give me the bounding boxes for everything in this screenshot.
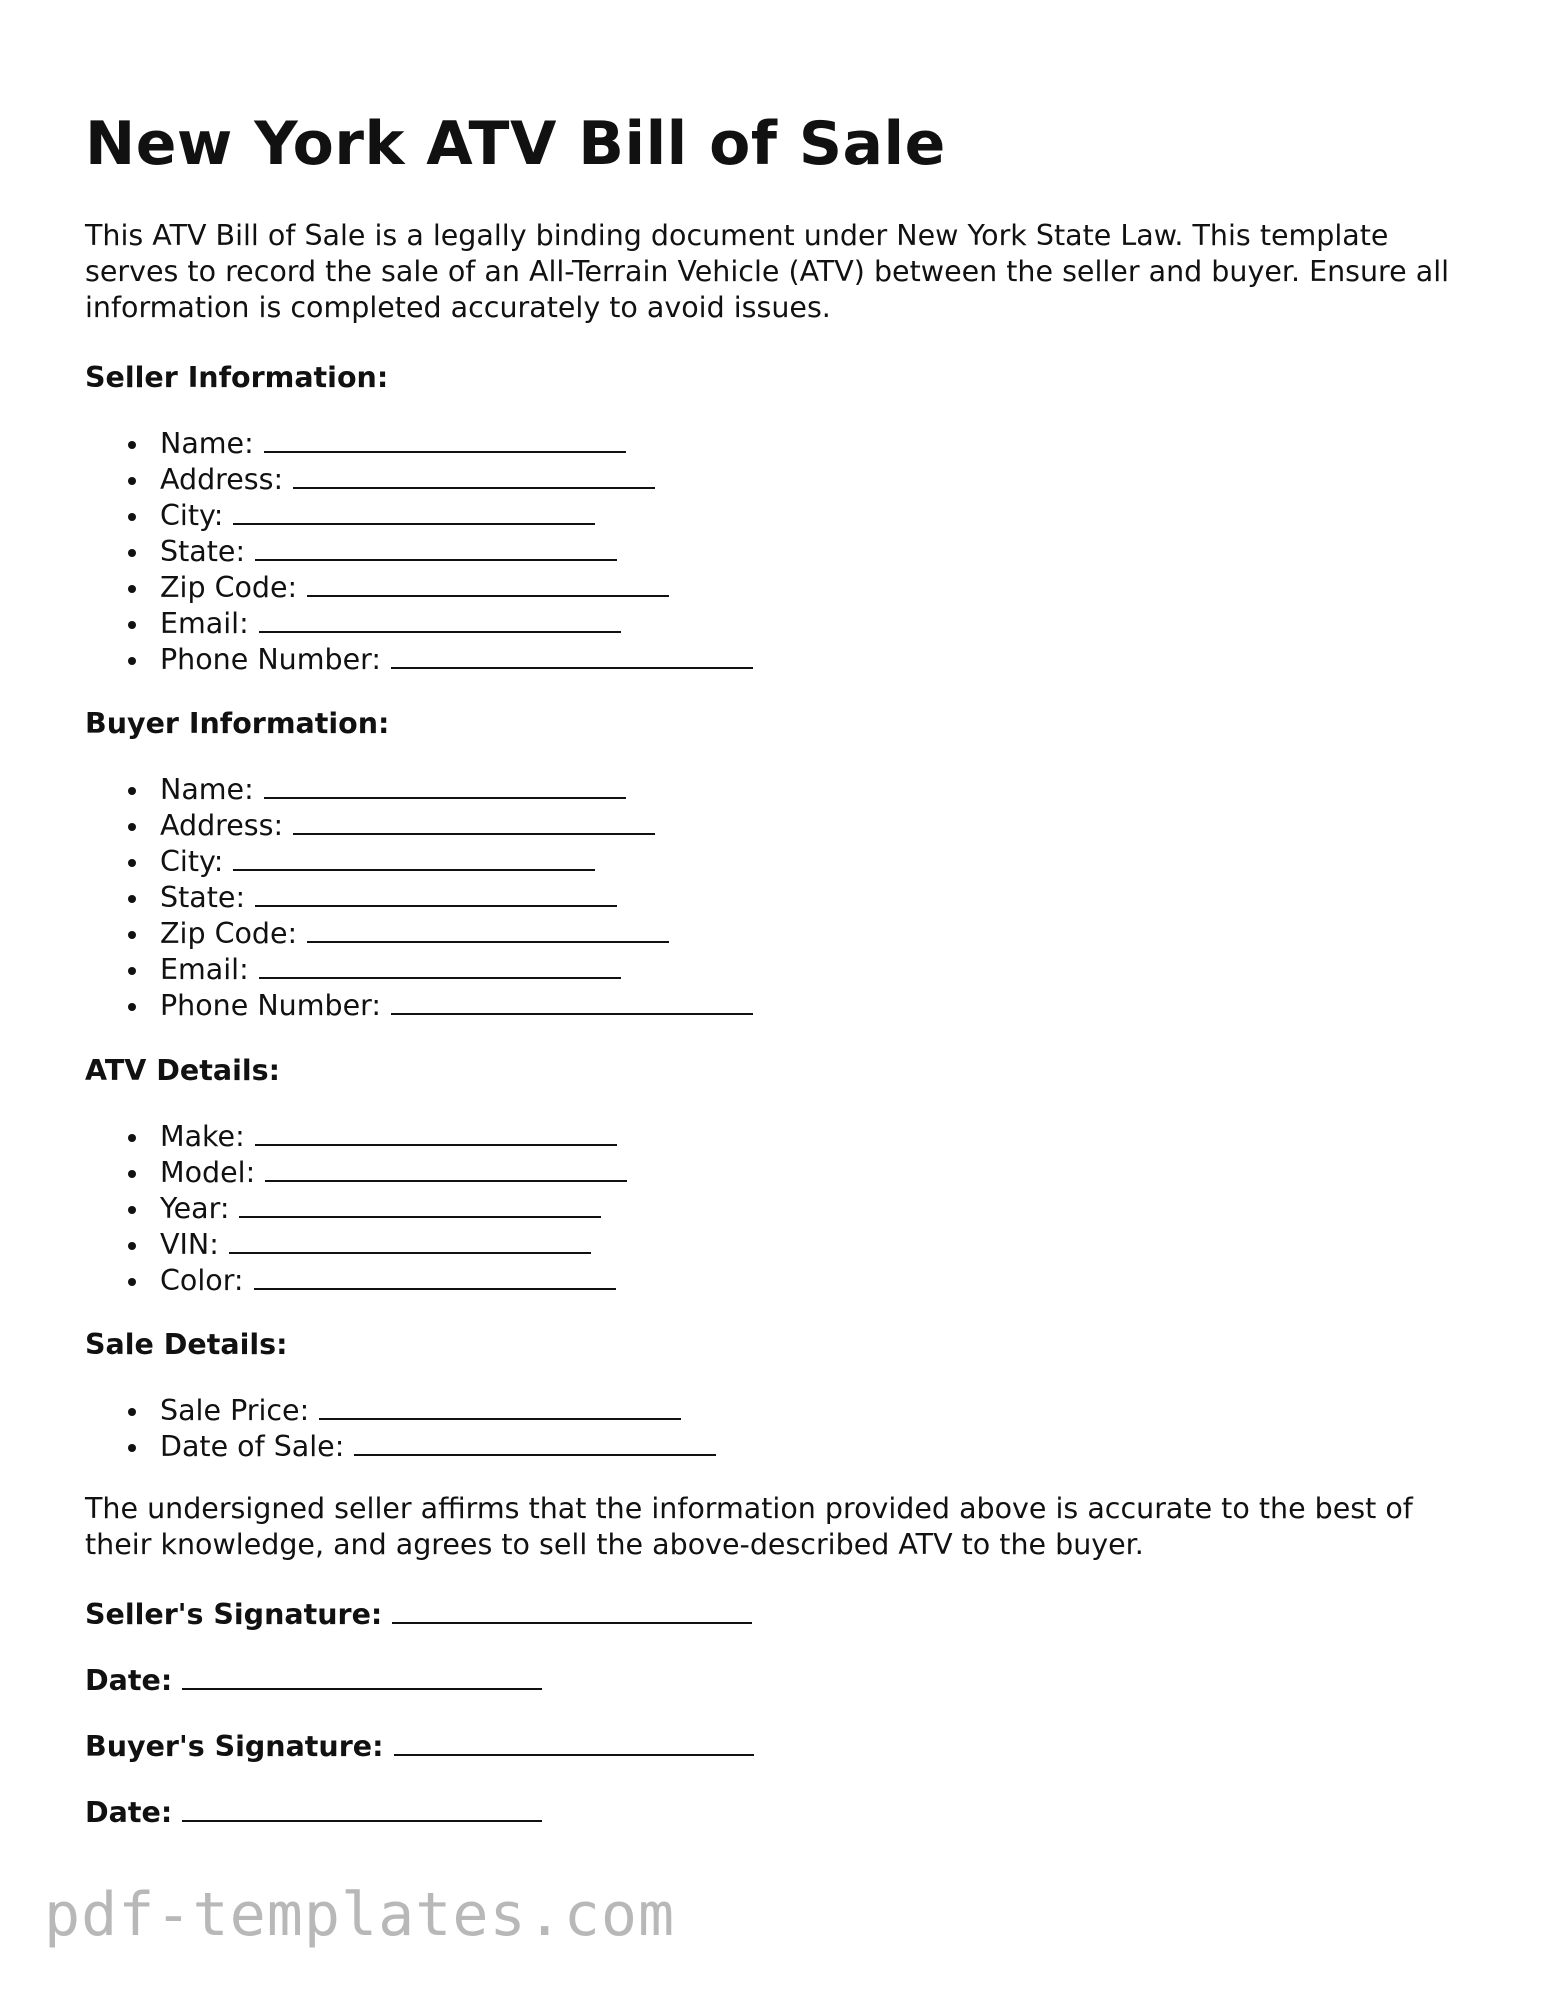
list-item bbox=[85, 1263, 627, 1299]
atv-model-field[interactable] bbox=[265, 1156, 627, 1182]
seller-city-label: City: bbox=[160, 499, 224, 532]
seller-zip-label: Zip Code: bbox=[160, 571, 298, 604]
seller-name-label: Name: bbox=[160, 427, 254, 460]
seller-state-field[interactable] bbox=[255, 535, 617, 561]
buyer-city-label: City: bbox=[160, 845, 224, 878]
closing-paragraph: The undersigned seller affirms that the information provided above is accurate to the best of their knowledge, and agrees to sell the above-described ATV to the buyer. bbox=[85, 1492, 1413, 1561]
buyer-signature-line bbox=[85, 1729, 754, 1765]
buyer-name-label: Name: bbox=[160, 773, 254, 806]
list-item bbox=[85, 462, 753, 498]
seller-phone-field[interactable] bbox=[391, 643, 753, 669]
seller-fields-list bbox=[85, 426, 753, 678]
sale-date-field[interactable] bbox=[354, 1430, 716, 1456]
list-item bbox=[85, 1191, 627, 1227]
seller-section-heading: Seller Information: bbox=[85, 361, 389, 394]
list-item bbox=[85, 534, 753, 570]
list-item bbox=[85, 916, 753, 952]
buyer-date-label: Date: bbox=[85, 1796, 173, 1829]
list-item bbox=[85, 844, 753, 880]
buyer-state-label: State: bbox=[160, 881, 246, 914]
list-item bbox=[85, 606, 753, 642]
buyer-email-label: Email: bbox=[160, 953, 249, 986]
buyer-email-field[interactable] bbox=[259, 953, 621, 979]
seller-city-field[interactable] bbox=[233, 499, 595, 525]
atv-color-field[interactable] bbox=[254, 1264, 616, 1290]
buyer-address-field[interactable] bbox=[293, 809, 655, 835]
buyer-zip-label: Zip Code: bbox=[160, 917, 298, 950]
atv-year-label: Year: bbox=[160, 1192, 230, 1225]
seller-state-label: State: bbox=[160, 535, 246, 568]
list-item bbox=[85, 570, 753, 606]
buyer-address-label: Address: bbox=[160, 809, 284, 842]
list-item bbox=[85, 1227, 627, 1263]
seller-date-field[interactable] bbox=[182, 1664, 542, 1690]
seller-zip-field[interactable] bbox=[307, 571, 669, 597]
buyer-signature-field[interactable] bbox=[394, 1730, 754, 1756]
list-item bbox=[85, 880, 753, 916]
atv-vin-label: VIN: bbox=[160, 1228, 219, 1261]
watermark: pdf-templates.com bbox=[44, 1880, 676, 1950]
buyer-phone-field[interactable] bbox=[391, 989, 753, 1015]
seller-signature-field[interactable] bbox=[392, 1598, 752, 1624]
buyer-phone-label: Phone Number: bbox=[160, 989, 381, 1022]
seller-email-field[interactable] bbox=[259, 607, 621, 633]
sale-date-label: Date of Sale: bbox=[160, 1430, 345, 1463]
seller-signature-line bbox=[85, 1597, 752, 1633]
sale-price-label: Sale Price: bbox=[160, 1394, 310, 1427]
atv-section-heading: ATV Details: bbox=[85, 1054, 281, 1087]
atv-year-field[interactable] bbox=[239, 1192, 601, 1218]
seller-date-label: Date: bbox=[85, 1664, 173, 1697]
atv-vin-field[interactable] bbox=[229, 1228, 591, 1254]
atv-model-label: Model: bbox=[160, 1156, 256, 1189]
sale-fields-list bbox=[85, 1393, 716, 1465]
buyer-state-field[interactable] bbox=[255, 881, 617, 907]
seller-phone-label: Phone Number: bbox=[160, 643, 381, 676]
seller-signature-label: Seller's Signature: bbox=[85, 1598, 383, 1631]
atv-color-label: Color: bbox=[160, 1264, 244, 1297]
page-title: New York ATV Bill of Sale bbox=[85, 109, 946, 179]
buyer-name-field[interactable] bbox=[264, 773, 626, 799]
sale-section-heading: Sale Details: bbox=[85, 1328, 288, 1361]
seller-address-label: Address: bbox=[160, 463, 284, 496]
seller-date-line bbox=[85, 1663, 542, 1699]
buyer-date-field[interactable] bbox=[182, 1796, 542, 1822]
seller-email-label: Email: bbox=[160, 607, 249, 640]
buyer-section-heading: Buyer Information: bbox=[85, 707, 390, 740]
seller-address-field[interactable] bbox=[293, 463, 655, 489]
list-item bbox=[85, 498, 753, 534]
list-item bbox=[85, 1393, 716, 1429]
list-item bbox=[85, 952, 753, 988]
buyer-fields-list bbox=[85, 772, 753, 1024]
buyer-city-field[interactable] bbox=[233, 845, 595, 871]
seller-name-field[interactable] bbox=[264, 427, 626, 453]
list-item bbox=[85, 808, 753, 844]
list-item bbox=[85, 1429, 716, 1465]
intro-paragraph: This ATV Bill of Sale is a legally binding document under New York State Law. This template serves to record the sale of an All-Terrain Vehicle (ATV) between the seller and buyer. Ensure all information is completed accurately to avoid issues. bbox=[85, 219, 1450, 324]
list-item bbox=[85, 642, 753, 678]
list-item bbox=[85, 988, 753, 1024]
list-item bbox=[85, 426, 753, 462]
buyer-zip-field[interactable] bbox=[307, 917, 669, 943]
list-item bbox=[85, 772, 753, 808]
list-item bbox=[85, 1119, 627, 1155]
buyer-date-line bbox=[85, 1795, 542, 1831]
atv-make-label: Make: bbox=[160, 1120, 245, 1153]
sale-price-field[interactable] bbox=[319, 1394, 681, 1420]
list-item bbox=[85, 1155, 627, 1191]
atv-make-field[interactable] bbox=[255, 1120, 617, 1146]
buyer-signature-label: Buyer's Signature: bbox=[85, 1730, 384, 1763]
atv-fields-list bbox=[85, 1119, 627, 1299]
